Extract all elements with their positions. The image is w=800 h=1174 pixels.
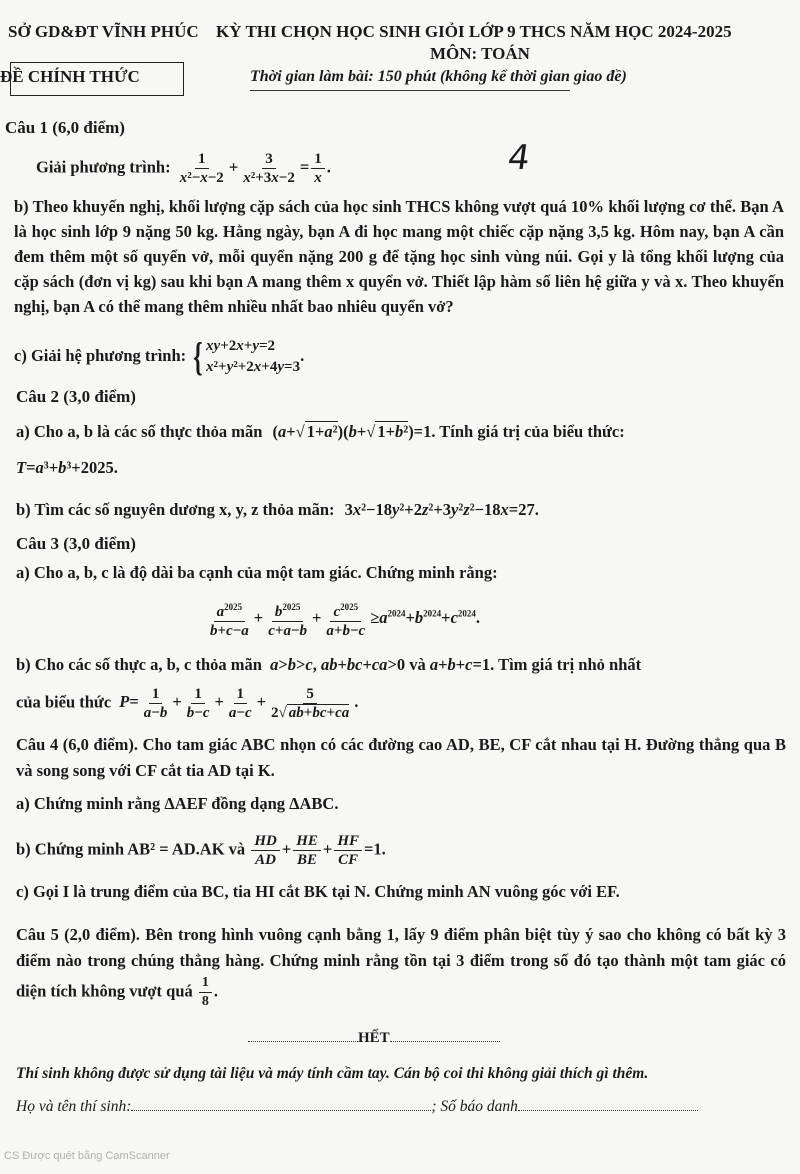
q3-heading: Câu 3 (3,0 điểm) [16, 534, 136, 553]
exam-title: KỲ THI CHỌN HỌC SINH GIỎI LỚP 9 THCS NĂM HỌC 2024-2025 [216, 22, 732, 41]
q4-intro: Câu 4 (6,0 điểm). Cho tam giác ABC nhọn có các đường cao AD, BE, CF cắt nhau tại H. Đường thẳng qua B và song song với CF cắt tia AD tại K. [16, 735, 786, 780]
header-underline [250, 90, 570, 91]
q3a-text: a) Cho a, b, c là độ dài ba cạnh của một tam giác. Chứng minh rằng: [16, 563, 498, 582]
scanner-watermark: CS Được quét bằng CamScanner [4, 1150, 170, 1162]
q1c-label: c) Giải hệ phương trình: [14, 345, 187, 365]
q3b-line2: của biểu thức P= $\frac{1}{a-b}$ + $\frac{1}{b-c}$ + $\frac{1}{a-c}$ + $\frac{5}{2√ ab+bc+ca}$ . [16, 686, 359, 721]
brace: { [193, 334, 203, 379]
official-label: ĐỀ CHÍNH THỨC [0, 67, 140, 86]
q4c-text: c) Gọi I là trung điểm của BC, tia HI cắt BK tại N. Chứng minh AN vuông góc với EF. [16, 882, 620, 901]
name-label: Họ và tên thí sinh: [16, 1098, 132, 1115]
subject: MÔN: TOÁN [430, 44, 530, 63]
q1a-label: Giải phương trình: [36, 157, 171, 177]
q2a-expression: T=a³+b³+2025. [16, 458, 118, 477]
q3b-line1: b) Cho các số thực a, b, c thỏa mãn a>b>c, ab+bc+ca>0 và a+b+c=1. Tìm giá trị nhỏ nhất [16, 655, 642, 674]
q2a-line: a) Cho a, b là các số thực thỏa mãn (a+√ 1+a²)(b+√ 1+b²)=1. Tính giá trị của biểu thức: [16, 422, 625, 441]
q2b-line: b) Tìm các số nguyên dương x, y, z thỏa mãn: 3x²−18y²+2z²+3y²z²−18x=27. [16, 500, 539, 519]
q1-heading: Câu 1 (6,0 điểm) [5, 118, 125, 137]
fraction: $\frac{3}{\text{x²+3x−2}}$ [243, 151, 295, 186]
time-note: Thời gian làm bài: 150 phút (không kể thời gian giao đề) [250, 68, 627, 85]
candidate-line [16, 1098, 698, 1116]
end-marker: HẾT [248, 1030, 500, 1047]
department-name: SỞ GD&ĐT VĨNH PHÚC [8, 22, 199, 41]
q2-heading: Câu 2 (3,0 điểm) [16, 387, 136, 406]
fraction: $\frac{1}{x}$ [311, 150, 325, 187]
q4a-text: a) Chứng minh rằng ΔAEF đồng dạng ΔABC. [16, 794, 339, 813]
q5-text: Câu 5 (2,0 điểm). Bên trong hình vuông cạnh bằng 1, lấy 9 điểm phân biệt tùy ý sao cho không có bất kỳ 3 điểm nào trong chúng thẳng hàng. Chứng minh rằng tồn tại 3 điểm trong số đó tạo thành một tam giác có diện tích không vượt quá $\frac{1}{8}$ . [16, 925, 786, 1009]
number-label: ; Số báo danh [431, 1098, 518, 1115]
footer-note: Thí sinh không được sử dụng tài liệu và máy tính cầm tay. Cán bộ coi thi không giải thích gì thêm. [16, 1065, 649, 1082]
q1c-line: c) Giải hệ phương trình: { xy+2x+y=2 x²+y²+2x+4y=3 . [14, 334, 305, 379]
equation-system: xy+2x+y=2 x²+y²+2x+4y=3 [206, 338, 301, 375]
q3a-inequality: $\frac{a^{2025}}{b+c-a}$ + $\frac{b^{2025}}{c+a-b}$ + $\frac{c^{2025}}{a+b-c}$ $\ge a^{2024}+b^{2024}+c^{2024}$. [205, 598, 480, 640]
q4b-line: b) Chứng minh AB² = AD.AK và $\frac{HD}{AD}$ + $\frac{HE}{BE}$ + $\frac{HF}{CF}$ =1. [16, 833, 386, 868]
q1a-line: Giải phương trình: $\frac{1}{\text{x²−x−2}}$ + $\frac{3}{\text{x²+3x−2}}$ = $\frac{1}{x}$ . [36, 151, 331, 186]
q1b-text: b) Theo khuyến nghị, khối lượng cặp sách của học sinh THCS không vượt quá 10% khối lượng cơ thể. Bạn A là học sinh lớp 9 nặng 50 kg. Hằng ngày, bạn A đi học mang một chiếc cặp nặng 3,5 kg. Hôm nay, bạn A cần đem thêm một số quyển vở, mỗi quyển nặng 200 g để tặng học sinh vùng núi. Gọi y là tổng khối lượng của cặp sách (đơn vị kg) sau khi bạn A mang thêm x quyển vở. Thiết lập hàm số liên hệ giữa y và x. Theo khuyến nghị, bạn A có thể mang thêm nhiều nhất bao nhiêu quyển vở? [14, 197, 784, 316]
handwritten-score: 4 [505, 138, 533, 178]
fraction: $\frac{1}{\text{x²−x−2}}$ [179, 151, 224, 186]
